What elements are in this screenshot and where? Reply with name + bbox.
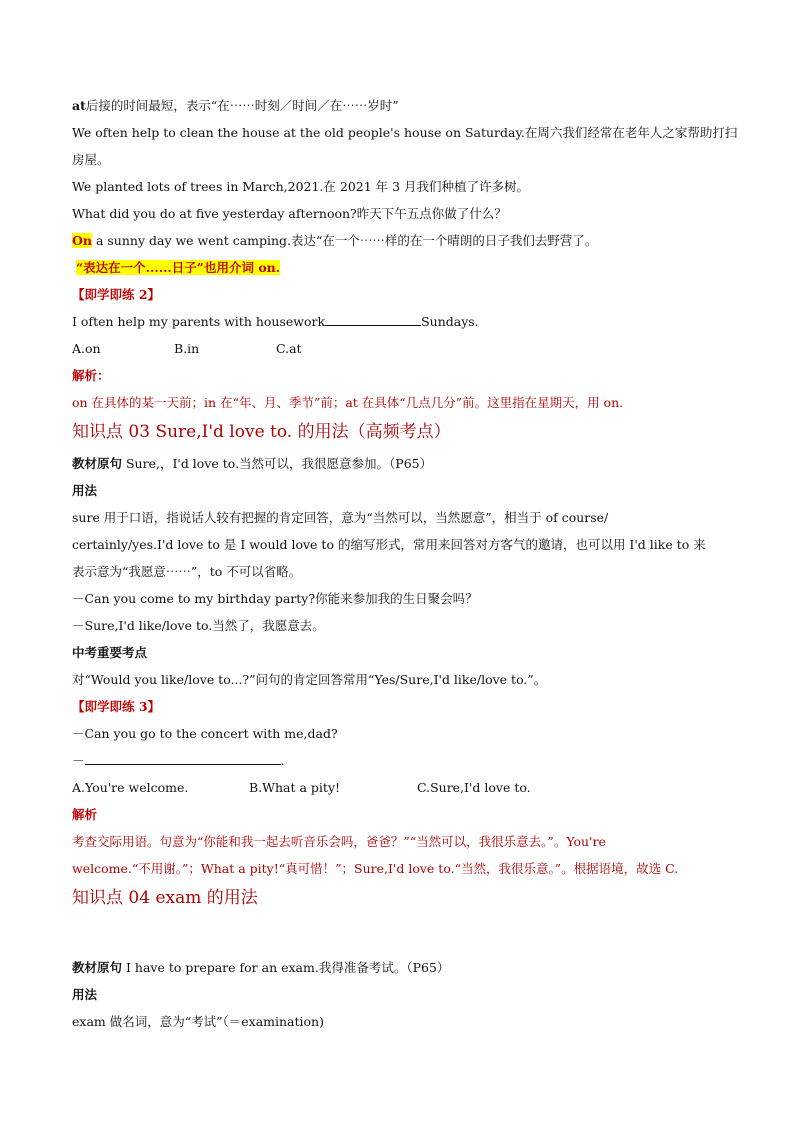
answer-options xyxy=(72,335,732,362)
dialog-line: －Can you come to my birthday party?你能来参加我的生日聚会吗？ xyxy=(72,591,478,606)
spacer xyxy=(72,916,732,954)
example-sentence-cont: 房屋。 xyxy=(72,152,110,167)
practice-answer-line: － . xyxy=(72,753,285,768)
analysis-text: welcome.“不用谢。”；What a pity!“真可惜！”；Sure,I'd love to.“当然，我很乐意。”。根据语境，故选 C. xyxy=(72,861,679,876)
at-keyword: at xyxy=(72,98,86,113)
option-b[interactable]: B.What a pity! xyxy=(249,780,341,795)
usage-label: 用法 xyxy=(72,987,98,1002)
option-a[interactable]: A.on xyxy=(72,341,101,356)
section-heading: 知识点 03 Sure,I'd love to. 的用法（高频考点） xyxy=(72,422,451,442)
textbook-source: 教材原句 Sure,，I'd love to.当然可以，我很愿意参加。（P65） xyxy=(72,456,433,471)
option-b[interactable]: B.in xyxy=(174,341,200,356)
answer-blank[interactable] xyxy=(85,752,281,765)
usage-text: exam 做名词，意为“考试”（＝examination) xyxy=(72,1014,324,1029)
answer-blank[interactable] xyxy=(325,313,421,326)
example-sentence-on: On a sunny day we went camping.表达“在一个⋯⋯样的在一个晴朗的日子我们去野营了。 xyxy=(72,233,598,248)
option-a[interactable]: A.You're welcome. xyxy=(72,780,189,795)
example-sentence: We often help to clean the house at the old people's house on Saturday.在周六我们经常在老年人之家帮助打扫 xyxy=(72,125,738,140)
document-page xyxy=(72,92,738,1035)
exam-point-text: 对“Would you like/love to...?”问句的肯定回答常用“Yes/Sure,I'd like/love to.”。 xyxy=(72,672,547,687)
on-highlight: On xyxy=(72,233,92,248)
textbook-source: 教材原句 I have to prepare for an exam.我得准备考试。（P65） xyxy=(72,960,450,975)
usage-text: 表示意为“我愿意⋯⋯”，to 不可以省略。 xyxy=(72,564,302,579)
analysis-label: 解析： xyxy=(72,368,110,383)
usage-text: certainly/yes.I'd love to 是 I would love to 的缩写形式，常用来回答对方客气的邀请，也可以用 I'd like to 来 xyxy=(72,537,706,552)
answer-options xyxy=(72,774,732,801)
example-sentence: We planted lots of trees in March,2021.在 2021 年 3 月我们种植了许多树。 xyxy=(72,179,530,194)
at-explanation: at后接的时间最短，表示“在⋯⋯时刻／时间／在⋯⋯岁时” xyxy=(72,98,399,113)
option-c[interactable]: C.at xyxy=(276,341,302,356)
analysis-label: 解析 xyxy=(72,807,98,822)
usage-label: 用法 xyxy=(72,483,98,498)
practice-question: －Can you go to the concert with me,dad? xyxy=(72,726,338,741)
example-sentence: What did you do at five yesterday afternoon?昨天下午五点你做了什么？ xyxy=(72,206,507,221)
practice-label: 【即学即练 3】 xyxy=(72,699,161,714)
practice-label: 【即学即练 2】 xyxy=(72,287,161,302)
option-c[interactable]: C.Sure,I'd love to. xyxy=(417,780,531,795)
practice-question: I often help my parents with housework Sundays. xyxy=(72,314,479,329)
analysis-text: 考查交际用语。句意为“你能和我一起去听音乐会吗，爸爸？”“当然可以，我很乐意去。”。You're xyxy=(72,834,606,849)
exam-point-label: 中考重要考点 xyxy=(72,645,148,660)
analysis-text: on 在具体的某一天前；in 在“年、月、季节”前；at 在具体“几点几分”前。这里指在星期天，用 on. xyxy=(72,395,624,410)
section-heading: 知识点 04 exam 的用法 xyxy=(72,888,258,908)
on-note: “表达在一个......日子”也用介词 on. xyxy=(75,260,281,275)
usage-text: sure 用于口语，指说话人较有把握的肯定回答，意为“当然可以，当然愿意”，相当于 of course/ xyxy=(72,510,609,525)
dialog-line: －Sure,I'd like/love to.当然了，我愿意去。 xyxy=(72,618,325,633)
